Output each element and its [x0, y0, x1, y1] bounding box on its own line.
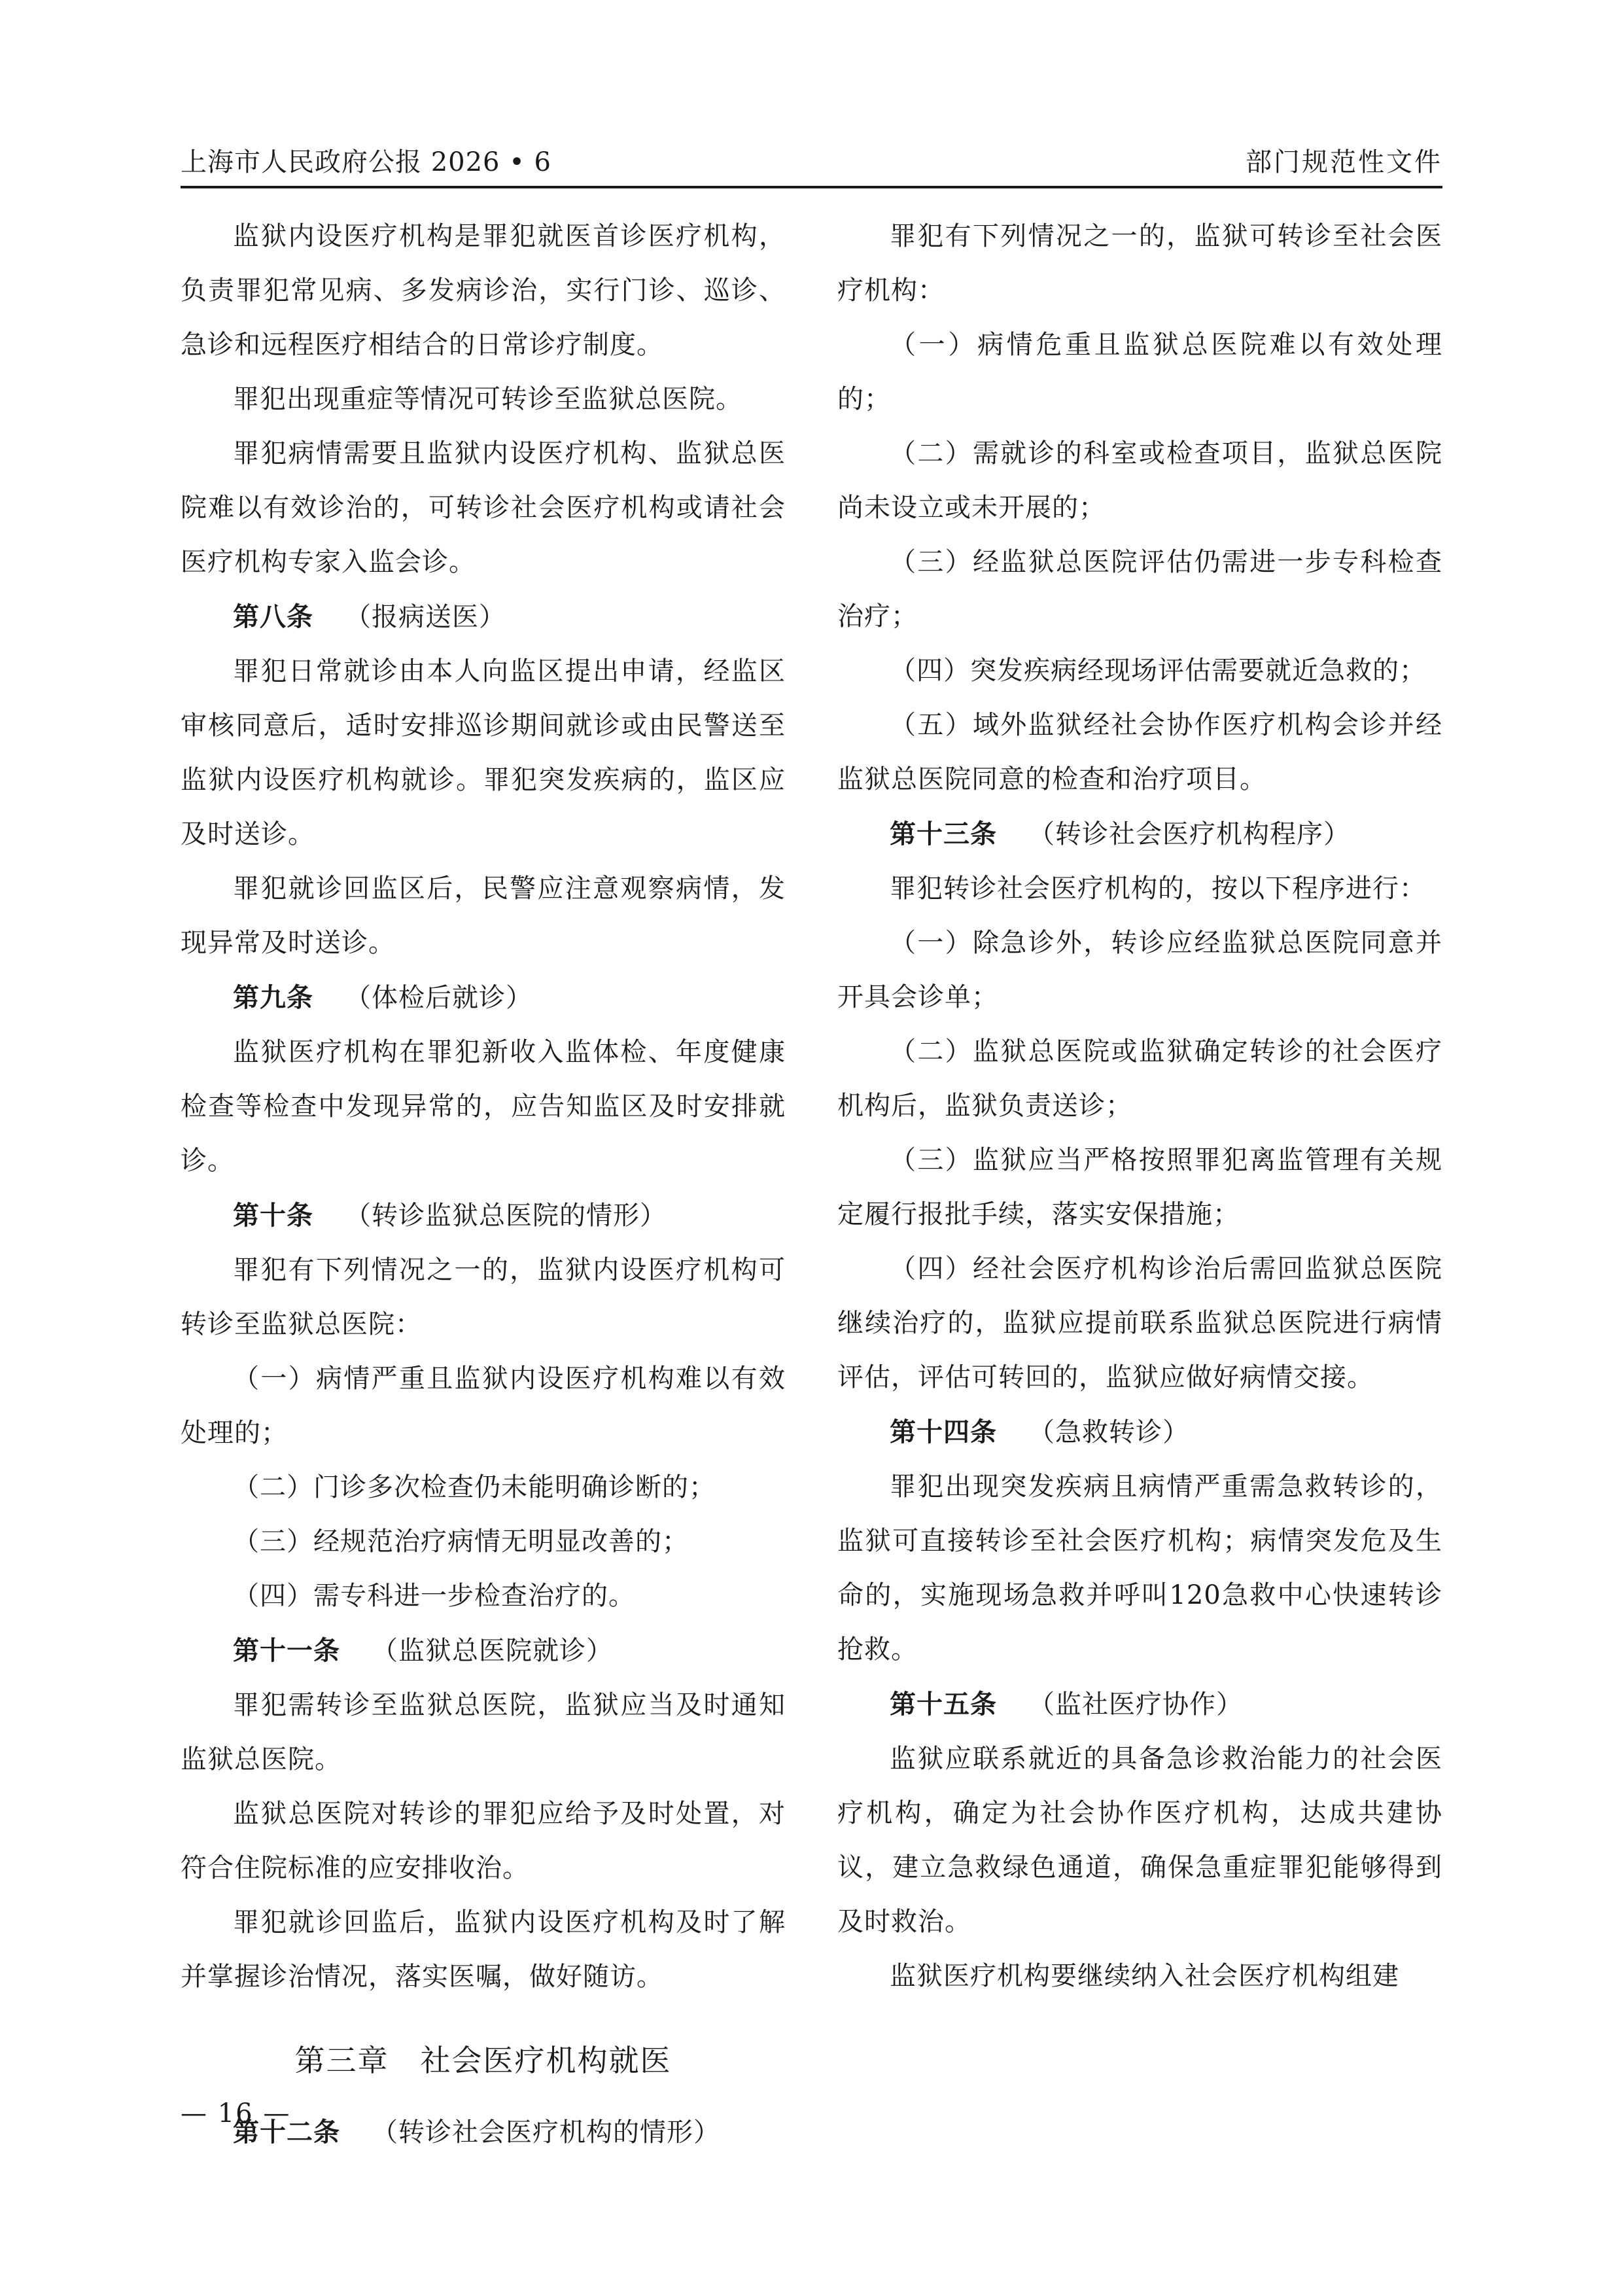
page-number: — 16 — [181, 2098, 291, 2128]
article-number: 第十四条 [890, 1417, 997, 1447]
article-heading [837, 1677, 1442, 1732]
paragraph: 监狱应联系就近的具备急诊救治能力的社会医疗机构，确定为社会协作医疗机构，达成共建协议，建立急救绿色通道，确保急重症罪犯能够得到及时救治。 [837, 1744, 1442, 1937]
article-heading [181, 1623, 786, 1678]
article-title: （转诊社会医疗机构的情形） [372, 2117, 720, 2147]
paragraph: 罪犯需转诊至监狱总医院，监狱应当及时通知监狱总医院。 [181, 1690, 786, 1775]
paragraph: （四）突发疾病经现场评估需要就近急救的； [890, 656, 1426, 686]
article-heading [181, 1188, 786, 1243]
paragraph: （五）域外监狱经社会协作医疗机构会诊并经监狱总医院同意的检查和治疗项目。 [837, 710, 1442, 794]
article-number: 第十三条 [890, 819, 997, 849]
paragraph: 罪犯出现重症等情况可转诊至监狱总医院。 [233, 384, 742, 414]
article-title: （监社医疗协作） [1028, 1689, 1243, 1720]
paragraph: （一）病情严重且监狱内设医疗机构难以有效处理的； [181, 1364, 786, 1448]
paragraph: 罪犯有下列情况之一的，监狱内设医疗机构可转诊至监狱总医院： [181, 1255, 786, 1339]
section-title: 部门规范性文件 [1246, 147, 1442, 177]
article-title: （转诊监狱总医院的情形） [345, 1201, 667, 1231]
left-column [181, 209, 786, 2160]
paragraph: 罪犯就诊回监区后，民警应注意观察病情，发现异常及时送诊。 [181, 874, 786, 958]
article-title: （报病送医） [345, 602, 506, 632]
paragraph: 监狱医疗机构要继续纳入社会医疗机构组建 [890, 1961, 1399, 1991]
paragraph: （一）病情危重且监狱总医院难以有效处理的； [837, 330, 1442, 414]
right-column [837, 209, 1442, 2004]
article-title: （监狱总医院就诊） [372, 1636, 613, 1666]
paragraph: （一）除急诊外，转诊应经监狱总医院同意并开具会诊单； [837, 928, 1442, 1012]
chapter-heading: 第三章 社会医疗机构就医 [294, 2043, 672, 2078]
article-title: （急救转诊） [1028, 1417, 1189, 1447]
article-heading [181, 970, 786, 1025]
article-title: （体检后就诊） [345, 983, 532, 1013]
paragraph: （二）监狱总医院或监狱确定转诊的社会医疗机构后，监狱负责送诊； [837, 1036, 1442, 1121]
paragraph: （三）监狱应当严格按照罪犯离监管理有关规定履行报批手续，落实安保措施； [837, 1145, 1442, 1229]
paragraph: 监狱总医院对转诊的罪犯应给予及时处置，对符合住院标准的应安排收治。 [181, 1799, 786, 1883]
article-number: 第十一条 [233, 1635, 340, 1666]
article-number: 第八条 [233, 601, 313, 632]
article-heading [181, 590, 786, 645]
article-number: 第十条 [233, 1200, 313, 1231]
paragraph: （二）门诊多次检查仍未能明确诊断的； [233, 1472, 716, 1502]
paragraph: （四）经社会医疗机构诊治后需回监狱总医院继续治疗的，监狱应提前联系监狱总医院进行病情评估，评估可转回的，监狱应做好病情交接。 [837, 1254, 1442, 1392]
publication-title: 上海市人民政府公报 2026 • 6 [181, 147, 551, 177]
header-rule [181, 186, 1442, 188]
paragraph: （三）经规范治疗病情无明显改善的； [233, 1527, 689, 1557]
paragraph: （四）需专科进一步检查治疗的。 [233, 1581, 635, 1611]
paragraph: 罪犯日常就诊由本人向监区提出申请，经监区审核同意后，适时安排巡诊期间就诊或由民警送至监狱内设医疗机构就诊。罪犯突发疾病的，监区应及时送诊。 [181, 656, 786, 849]
page-header [181, 136, 1442, 188]
article-number: 第十二条 [233, 2117, 340, 2147]
paragraph: 罪犯病情需要且监狱内设医疗机构、监狱总医院难以有效诊治的，可转诊社会医疗机构或请社会医疗机构专家入监会诊。 [181, 438, 786, 577]
article-number: 第十五条 [890, 1689, 997, 1720]
paragraph: 罪犯就诊回监后，监狱内设医疗机构及时了解并掌握诊治情况，落实医嘱，做好随访。 [181, 1907, 786, 1992]
article-number: 第九条 [233, 982, 313, 1013]
article-title: （转诊社会医疗机构程序） [1028, 819, 1350, 849]
paragraph: 罪犯出现突发疾病且病情严重需急救转诊的，监狱可直接转诊至社会医疗机构；病情突发危及生命的，实施现场急救并呼叫120急救中心快速转诊抢救。 [837, 1472, 1442, 1665]
paragraph: 罪犯转诊社会医疗机构的，按以下程序进行： [890, 874, 1426, 904]
paragraph: 监狱内设医疗机构是罪犯就医首诊医疗机构，负责罪犯常见病、多发病诊治，实行门诊、巡诊、急诊和远程医疗相结合的日常诊疗制度。 [181, 221, 786, 360]
paragraph: （三）经监狱总医院评估仍需进一步专科检查治疗； [837, 547, 1442, 631]
article-heading [837, 807, 1442, 862]
paragraph: 监狱医疗机构在罪犯新收入监体检、年度健康检查等检查中发现异常的，应告知监区及时安排就诊。 [181, 1037, 786, 1176]
paragraph: 罪犯有下列情况之一的，监狱可转诊至社会医疗机构： [837, 221, 1442, 306]
article-heading [837, 1405, 1442, 1460]
paragraph: （二）需就诊的科室或检查项目，监狱总医院尚未设立或未开展的； [837, 438, 1442, 523]
